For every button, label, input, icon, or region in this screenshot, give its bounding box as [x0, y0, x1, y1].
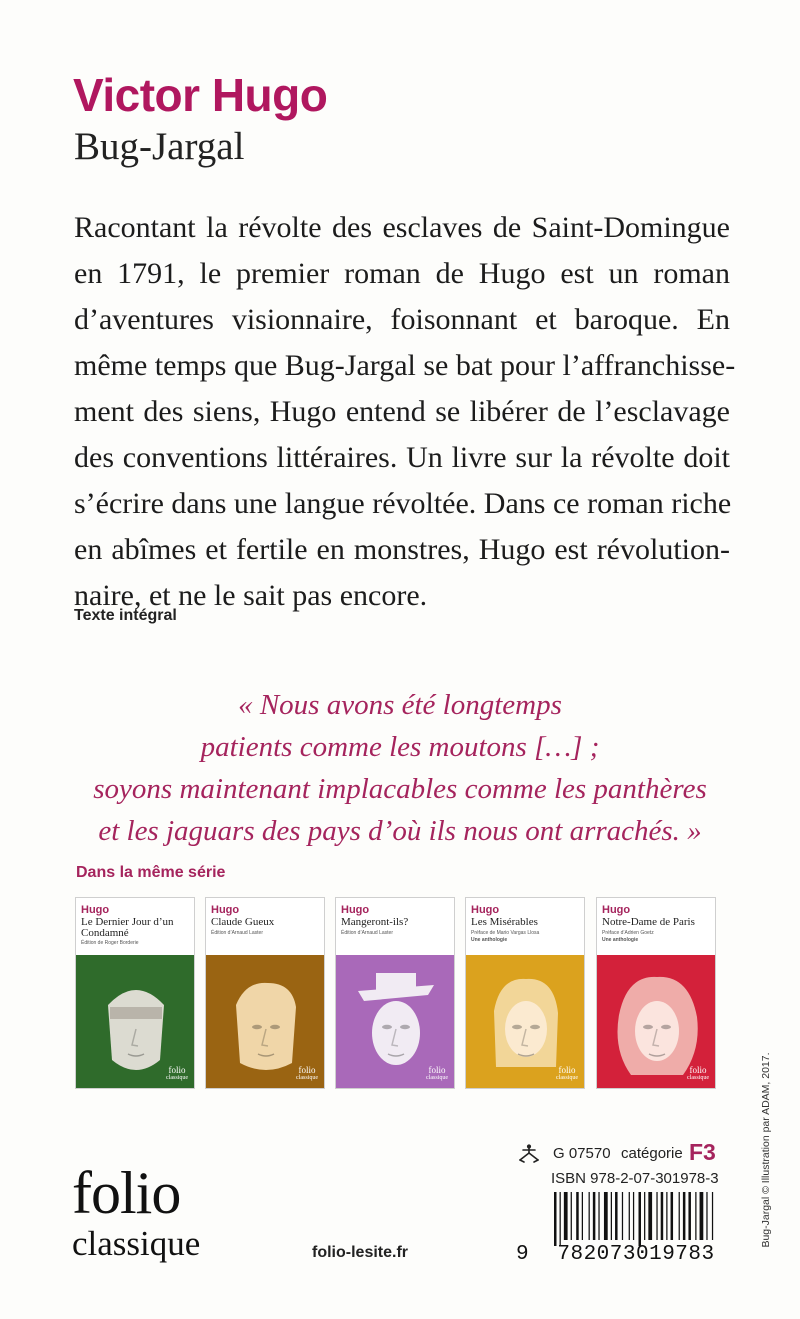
series-book-folio-logo: [296, 1066, 318, 1082]
barcode-bar: [604, 1192, 608, 1240]
barcode-bar: [695, 1192, 696, 1240]
series-book-subtitle-2: Une anthologie: [471, 937, 508, 943]
barcode-bar: [671, 1192, 674, 1240]
quote-line: soyons maintenant implacables comme les panthères: [93, 773, 707, 805]
folio-classique-logo: [72, 1160, 201, 1263]
series-book-cover: [465, 897, 585, 1089]
series-book-folio-word: folio: [689, 1065, 707, 1075]
series-heading: Dans la même série: [76, 864, 226, 881]
barcode-bar: [611, 1192, 612, 1240]
author-name: Victor Hugo: [73, 69, 328, 121]
book-title: Bug-Jargal: [74, 125, 245, 168]
series-book-subtitle: Préface de Mario Vargas Llosa: [471, 930, 540, 936]
g-code: G 07570: [553, 1145, 611, 1162]
barcode: [553, 1192, 717, 1246]
series-book-folio-word: folio: [558, 1065, 576, 1075]
isbn: ISBN 978-2-07-301978-3: [551, 1170, 719, 1187]
barcode-digits: 782073019783: [557, 1243, 715, 1266]
barcode-bar: [593, 1192, 596, 1240]
series-book-title: Claude Gueux: [211, 916, 275, 928]
barcode-bar: [700, 1192, 704, 1240]
series-book-subtitle-2: Une anthologie: [602, 937, 639, 943]
barcode-bar: [644, 1192, 645, 1240]
barcode-bar: [629, 1192, 630, 1240]
category-code: F3: [689, 1139, 716, 1165]
series-book-subtitle: Édition d’Arnaud Laster: [341, 930, 393, 936]
blurb-line: d’aventures visionnaire, foisonnant et baroque. En: [74, 303, 730, 336]
series-book-cover: [596, 897, 716, 1089]
series-book-author: Hugo: [602, 904, 631, 916]
blurb-line: naire, et ne le sait pas encore.: [74, 579, 428, 612]
barcode-bar: [582, 1192, 583, 1240]
series-book-collection-word: classique: [687, 1075, 709, 1081]
edition-note: Texte intégral: [74, 607, 177, 624]
blurb: [74, 205, 736, 619]
barcode-bar: [683, 1192, 686, 1240]
barcode-bar: [679, 1192, 680, 1240]
blurb-line: même temps que Bug-Jargal se bat pour l’affranchisse-: [74, 349, 736, 382]
barcode-bar: [564, 1192, 568, 1240]
barcode-bar: [622, 1192, 623, 1240]
quote-line: et les jaguars des pays d’où ils nous ont arrachés. »: [98, 815, 702, 847]
gallimard-emblem-icon: [516, 1144, 542, 1169]
series-book-author: Hugo: [211, 904, 240, 916]
barcode-bar: [560, 1192, 561, 1246]
barcode-bar: [688, 1192, 691, 1240]
series-book-author: Hugo: [81, 904, 110, 916]
barcode-bar: [633, 1192, 634, 1240]
series-book-folio-logo: [556, 1066, 578, 1082]
barcode-bar: [639, 1192, 642, 1246]
blurb-line: s’écrire dans une langue révoltée. Dans ce roman riche: [74, 487, 732, 520]
barcode-bar: [656, 1192, 657, 1240]
series-book-folio-logo: [426, 1066, 448, 1082]
series-book-subtitle: Édition de Roger Borderie: [81, 940, 139, 946]
barcode-bar: [598, 1192, 599, 1240]
series-book-collection-word: classique: [556, 1075, 578, 1081]
series-book-subtitle: Édition d’Arnaud Laster: [211, 930, 263, 936]
barcode-bar: [712, 1192, 713, 1240]
series-book-author: Hugo: [471, 904, 500, 916]
blurb-line: ment des siens, Hugo entend se libérer de l’esclavage: [74, 395, 730, 428]
series-book-collection-word: classique: [296, 1075, 318, 1081]
logo-line-classique: classique: [72, 1224, 201, 1263]
blurb-line: Racontant la révolte des esclaves de Saint-Domingue: [74, 211, 730, 244]
series-book-collection-word: classique: [426, 1075, 448, 1081]
series-book-title: Notre-Dame de Paris: [602, 916, 695, 928]
barcode-bar: [706, 1192, 707, 1240]
barcode-bar: [615, 1192, 618, 1240]
series-book-cover: [75, 897, 195, 1089]
illustration-credit: Bug-Jargal © Illustration par ADAM, 2017.: [760, 1052, 772, 1248]
blurb-line: des conventions littéraires. Un livre sur la révolte doit: [74, 441, 730, 474]
barcode-bar: [576, 1192, 579, 1240]
category-label: catégorie: [621, 1145, 683, 1162]
barcode-first-digit: 9: [516, 1243, 529, 1266]
barcode-bar: [571, 1192, 572, 1240]
barcode-bar: [554, 1192, 557, 1246]
quote-line: « Nous avons été longtemps: [238, 689, 562, 721]
series-book-folio-word: folio: [168, 1065, 186, 1075]
blurb-line: en 1791, le premier roman de Hugo est un roman: [74, 257, 730, 290]
quote: [60, 684, 740, 852]
blurb-line: en abîmes et fertile en monstres, Hugo est révolution-: [74, 533, 730, 566]
series-book-title: Le Dernier Jour d’un Condamné: [81, 916, 174, 939]
barcode-bar: [666, 1192, 667, 1240]
series-book-author: Hugo: [341, 904, 370, 916]
website-link[interactable]: folio-lesite.fr: [312, 1244, 409, 1261]
series-book-title: Les Misérables: [471, 916, 538, 928]
barcode-bar: [648, 1192, 652, 1240]
series-book-subtitle: Préface d’Adrien Goetz: [602, 930, 654, 936]
series-book-folio-word: folio: [428, 1065, 446, 1075]
series-book-cover: [205, 897, 325, 1089]
series-book-folio-word: folio: [298, 1065, 316, 1075]
series-book-folio-logo: [687, 1066, 709, 1082]
barcode-bar: [661, 1192, 664, 1240]
logo-line-folio: folio: [72, 1160, 181, 1226]
series-book-title: Mangeront-ils?: [341, 916, 409, 928]
credit-container: [757, 1025, 775, 1275]
series-book-collection-word: classique: [166, 1075, 188, 1081]
barcode-bar: [589, 1192, 590, 1240]
quote-line: patients comme les moutons […] ;: [200, 731, 600, 763]
series-book-cover: [335, 897, 455, 1089]
series-book-folio-logo: [166, 1066, 188, 1082]
